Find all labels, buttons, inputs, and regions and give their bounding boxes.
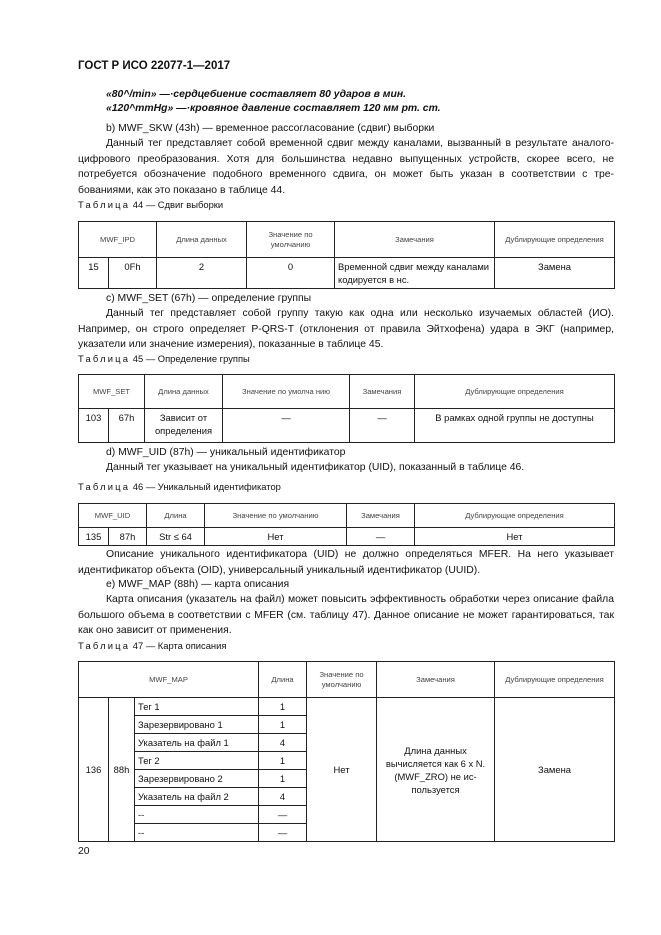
- table-cell: 0Fh: [109, 258, 157, 289]
- table-cell: 1: [259, 770, 307, 788]
- section-c-title: c) MWF_SET (67h) — определение группы: [106, 293, 312, 304]
- table-header-cell: Дублирующие определения: [415, 375, 615, 409]
- table-header-cell: Дублирующие определения: [415, 504, 615, 528]
- table-header-cell: Значение по умолчанию: [247, 222, 335, 258]
- table-cell: —: [223, 409, 350, 443]
- example-text-2: —·кровяное давление составляет 120 мм рт. ст.: [173, 103, 441, 114]
- table-cell: Указатель на файл 1: [135, 734, 259, 752]
- table-45: [78, 374, 615, 443]
- table-cell: Длина данных вычисляется как 6 x N. (MWF_ZRO) не используется: [377, 698, 495, 842]
- table-cell: 2: [157, 258, 247, 289]
- example-code-2: «120^mmHg»: [106, 103, 174, 114]
- caption-word: Таблица: [78, 481, 131, 492]
- table-cell: —: [259, 806, 307, 824]
- table-header-cell: Дублирующие определения: [495, 662, 615, 698]
- table-cell: --: [135, 824, 259, 842]
- table-cell: --: [135, 806, 259, 824]
- table-header-cell: Дублирующие определения: [495, 222, 615, 258]
- caption-word: Таблица: [78, 640, 131, 651]
- table-cell: Зарезервировано 2: [135, 770, 259, 788]
- table-cell: Str ≤ 64: [147, 528, 205, 546]
- table-44: [78, 221, 615, 289]
- example-text-1: —·сердцебиение составляет 80 ударов в мин.: [156, 89, 407, 100]
- table-header-cell: Длина: [147, 504, 205, 528]
- table-cell: 15: [79, 258, 109, 289]
- example-line-1: [78, 88, 614, 102]
- table-header-cell: MWF_UID: [79, 504, 147, 528]
- section-d-text: Данный тег указывает на уникальный идентификатор (UID), показанный в таблице 46.: [106, 462, 525, 473]
- table-cell: 4: [259, 788, 307, 806]
- uid-description: Описание уникального идентификатора (UID) не должно определяться MFER. На него указывает идентификатор объекта (OID), универсальный уникальный идентификатор (UUID).: [78, 549, 614, 576]
- caption-text: 46 — Уникальный идентификатор: [132, 481, 281, 492]
- table-47: [78, 661, 615, 842]
- example-code-1: «80^/min»: [106, 89, 157, 100]
- table-cell: Тег 1: [135, 698, 259, 716]
- section-c-text: Данный тег представляет собой группу такую как одна или несколько изучаемых областей (ИО). Например, он строго определяет P-QRS-T (отклонения от правила Эйтхофена) удара в ЭКГ (например, указатели или значение измерения), показанные в таблице 45.: [78, 308, 614, 351]
- table-header-cell: Длина: [259, 662, 307, 698]
- table-header-cell: MWF_MAP: [79, 662, 259, 698]
- table-cell: Зависит от определения: [145, 409, 223, 443]
- table-47-caption: [78, 640, 226, 651]
- table-cell: Зарезервировано 1: [135, 716, 259, 734]
- caption-text: 45 — Определение группы: [132, 353, 250, 364]
- table-cell: —: [347, 528, 415, 546]
- table-cell: Нет: [415, 528, 615, 546]
- caption-text: 44 — Сдвиг выборки: [132, 199, 224, 210]
- table-46: [78, 503, 615, 546]
- table-header-cell: Значение по умолчанию: [205, 504, 347, 528]
- table-cell: Замена: [495, 258, 615, 289]
- caption-word: Таблица: [78, 199, 131, 210]
- table-cell: —: [259, 824, 307, 842]
- table-cell: 88h: [109, 698, 135, 842]
- table-header-cell: Значение по умолчанию: [307, 662, 377, 698]
- table-cell: 0: [247, 258, 335, 289]
- section-e-text: Карта описания (указатель на файл) может повысить эффективность обработки через описание файла большого объема в соответствии с MFER (см. таблицу 47). Данное описание не может гарантироваться, так как оно зависит от применения.: [78, 594, 614, 637]
- table-header-cell: MWF_SET: [79, 375, 145, 409]
- section-b-text: Данный тег представляет собой временной сдвиг между каналами, вызванный в результате аналого-цифрового преобразования. Хотя для большинства недавно выпущенных устройств, скорее всего, не потребуется обозначение подобного временного сдвига, он может быть указан в соответствии с требованиями, как это показано в таблице 44.: [78, 138, 614, 196]
- section-e-title: e) MWF_MAP (88h) — карта описания: [106, 579, 290, 590]
- table-header-cell: Замечания: [377, 662, 495, 698]
- table-cell: 135: [79, 528, 109, 546]
- table-header-cell: Значение по умолча нию: [223, 375, 350, 409]
- table-cell: Нет: [205, 528, 347, 546]
- table-46-caption: [78, 481, 281, 492]
- table-header-cell: Замечания: [350, 375, 415, 409]
- document-header: ГОСТ Р ИСО 22077-1—2017: [78, 60, 231, 72]
- table-header-cell: Длина данных: [157, 222, 247, 258]
- table-header-cell: Замечания: [335, 222, 495, 258]
- table-cell: 67h: [109, 409, 145, 443]
- table-cell: 4: [259, 734, 307, 752]
- table-cell: 136: [79, 698, 109, 842]
- table-header-cell: MWF_IPD: [79, 222, 157, 258]
- table-cell: Указатель на файл 2: [135, 788, 259, 806]
- table-44-caption: [78, 199, 223, 210]
- table-header-cell: Замечания: [347, 504, 415, 528]
- section-d-title: d) MWF_UID (87h) — уникальный идентификатор: [106, 447, 346, 458]
- table-cell: 1: [259, 716, 307, 734]
- table-cell: 1: [259, 698, 307, 716]
- section-b-title: b) MWF_SKW (43h) — временное рассогласование (сдвиг) выборки: [106, 123, 435, 134]
- caption-text: 47 — Карта описания: [132, 640, 227, 651]
- table-cell: —: [350, 409, 415, 443]
- table-45-caption: [78, 353, 250, 364]
- table-cell: Тег 2: [135, 752, 259, 770]
- table-cell: Временной сдвиг между каналами кодируется в нс.: [335, 258, 495, 289]
- table-cell: Замена: [495, 698, 615, 842]
- table-cell: 1: [259, 752, 307, 770]
- example-line-2: [78, 102, 614, 116]
- table-cell: 87h: [109, 528, 147, 546]
- caption-word: Таблица: [78, 353, 131, 364]
- table-header-cell: Длина данных: [145, 375, 223, 409]
- table-cell: В рамках одной группы не доступны: [415, 409, 615, 443]
- table-cell: 103: [79, 409, 109, 443]
- table-cell: Нет: [307, 698, 377, 842]
- page-number: 20: [78, 846, 90, 857]
